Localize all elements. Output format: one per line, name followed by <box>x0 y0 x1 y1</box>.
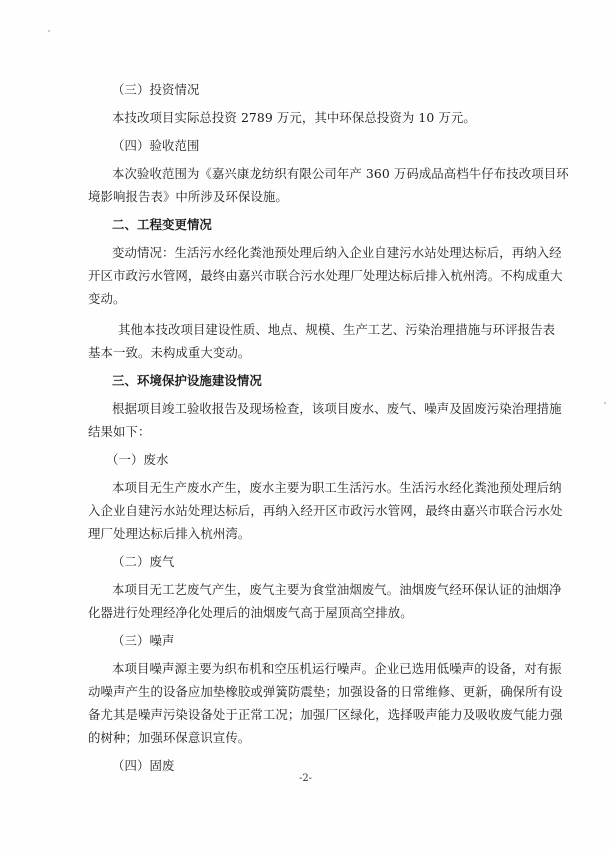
section-title-noise: （三）噪声 <box>112 633 175 648</box>
paragraph-exhaust-line: 本项目无工艺废气产生，废气主要为食堂油烟废气。油烟废气经环保认证的油烟净 <box>112 582 562 597</box>
paragraph-scope-line: 本次验收范围为《嘉兴康龙纺织有限公司年产 360 万码成品高档牛仔布技改项目环 <box>112 166 569 181</box>
paragraph-env-line: 根据项目竣工验收报告及现场检查，该项目废水、废气、噪声及固废污染治理措施 <box>112 401 562 416</box>
heading-project-changes: 二、工程变更情况 <box>112 217 212 232</box>
paragraph-wastewater-line: 本项目无生产废水产生，废水主要为职工生活污水。生活污水经化粪池预处理后纳 <box>112 480 562 495</box>
paragraph-exhaust-line: 化器进行处理经净化处理后的油烟废气高于屋顶高空排放。 <box>88 605 413 620</box>
document-body <box>88 78 569 777</box>
scan-speck <box>604 402 606 404</box>
paragraph-other-line: 基本一致。未构成重大变动。 <box>88 345 251 360</box>
paragraph-changes-line: 变动情况：生活污水经化粪池预处理后纳入企业自建污水站处理达标后，再纳入经 <box>112 245 562 260</box>
paragraph-other-line: 其他本技改项目建设性质、地点、规模、生产工艺、污染治理措施与环评报告表 <box>118 322 556 337</box>
paragraph-env-line: 结果如下： <box>88 424 151 439</box>
paragraph-noise-line: 备尤其是噪声污染设备处于正常工况；加强厂区绿化，选择吸声能力及吸收废气能力强 <box>88 707 563 722</box>
paragraph-scope-line: 境影响报告表》中所涉及环保设施。 <box>88 189 288 204</box>
paragraph-changes-line: 开区市政污水管网，最终由嘉兴市联合污水处理厂处理达标后排入杭州湾。不构成重大 <box>88 268 563 283</box>
section-title-wastewater: （一）废水 <box>106 452 169 467</box>
section-title-investment: （三）投资情况 <box>112 82 200 97</box>
paragraph-wastewater-line: 入企业自建污水站处理达标后，再纳入经开区市政污水管网，最终由嘉兴市联合污水处 <box>88 503 563 518</box>
paragraph-noise-line: 本项目噪声源主要为织布机和空压机运行噪声。企业已选用低噪声的设备，对有振 <box>112 661 562 676</box>
section-title-exhaust: （二）废气 <box>112 554 175 569</box>
scan-speck <box>48 30 50 32</box>
page-number: -2- <box>298 773 313 784</box>
paragraph-wastewater-line: 理厂处理达标后排入杭州湾。 <box>88 526 251 541</box>
paragraph-changes-line: 变动。 <box>88 291 126 306</box>
paragraph-investment-line: 本技改项目实际总投资 2789 万元，其中环保总投资为 10 万元。 <box>112 110 476 125</box>
paragraph-noise-line: 动噪声产生的设备应加垫橡胶或弹簧防震垫；加强设备的日常维修、更新，确保所有设 <box>88 684 563 699</box>
section-title-scope: （四）验收范围 <box>112 138 200 153</box>
heading-env-facilities: 三、环境保护设施建设情况 <box>112 373 262 388</box>
section-title-solid-waste: （四）固废 <box>112 758 175 773</box>
paragraph-noise-line: 的树种；加强环保意识宣传。 <box>88 730 251 745</box>
